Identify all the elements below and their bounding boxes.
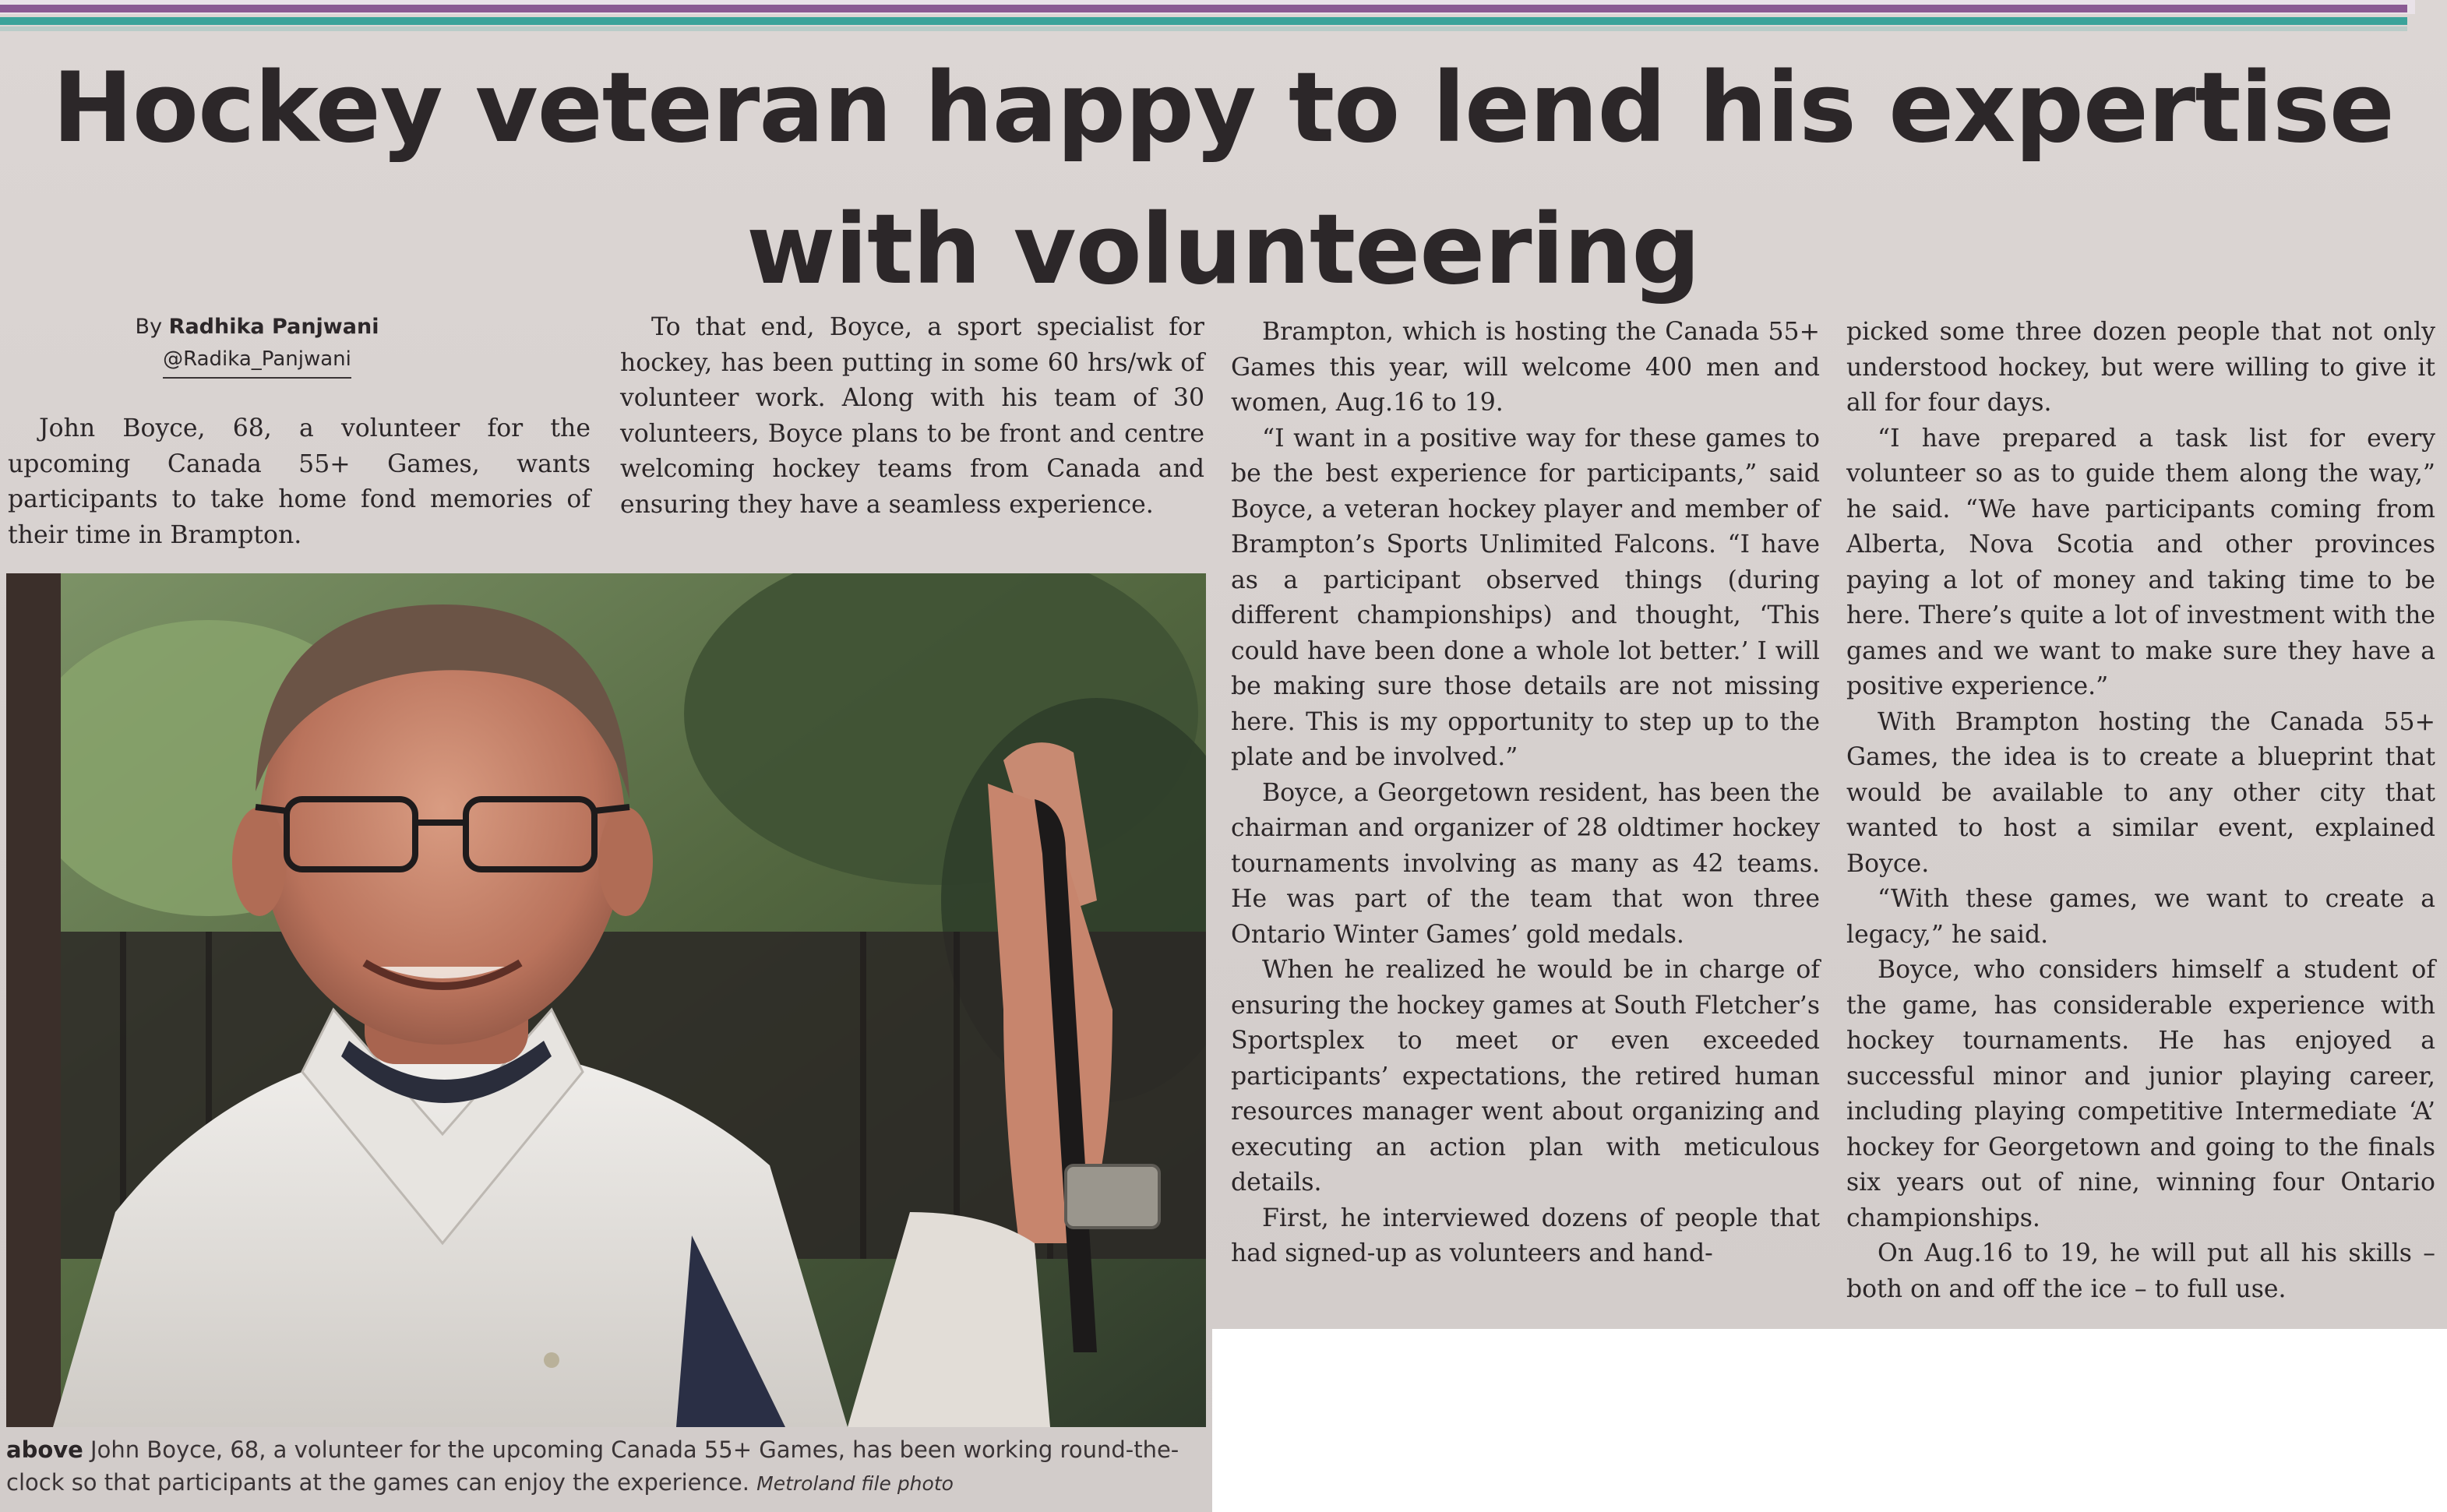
- byline-author-line: [93, 310, 421, 344]
- article-column-3: [1231, 315, 1820, 1272]
- caption-lead: above: [6, 1436, 83, 1463]
- caption-credit: Metroland file photo: [756, 1472, 954, 1495]
- article-column-2: [620, 310, 1204, 523]
- article-paragraph: When he realized he would be in charge of ensuring the hockey games at South Fletcher’s Sportsplex to meet or even exceeded participants’ expectations, the retired human resources manager went about organizing and executing an action plan with meticulous details.: [1231, 956, 1820, 1197]
- headline-line-1: Hockey veteran happy to lend his expertise: [52, 52, 2394, 164]
- article-paragraph: With Brampton hosting the Canada 55+ Games, the idea is to create a blueprint that would be available to any other city that wanted to host a similar event, explained Boyce.: [1846, 707, 2435, 878]
- caption-text: John Boyce, 68, a volunteer for the upcoming Canada 55+ Games, has been working round-the-clock so that participants at the games can enjoy the experience.: [6, 1436, 1179, 1496]
- teal-rule: [0, 17, 2407, 25]
- headline: [23, 37, 2423, 321]
- article-paragraph: Brampton, which is hosting the Canada 55+ Games this year, will welcome 400 men and women, Aug.16 to 19.: [1231, 318, 1820, 417]
- article-paragraph: “I have prepared a task list for every volunteer so as to guide them along the way,” he said. “We have participants coming from Alberta, Nova Scotia and other provinces paying a lot of money and taking time to be here. There’s quite a lot of investment with the games and we want to make sure they have a positive experience.”: [1846, 424, 2435, 700]
- byline-author: Radhika Panjwani: [168, 315, 379, 339]
- article-photo: [6, 573, 1206, 1427]
- article-paragraph: John Boyce, 68, a volunteer for the upcoming Canada 55+ Games, wants participants to take home fond memories of their time in Brampton.: [8, 414, 591, 549]
- byline-handle: @Radika_Panjwani: [163, 344, 351, 379]
- article-paragraph: On Aug.16 to 19, he will put all his skills – both on and off the ice – to full use.: [1846, 1239, 2435, 1303]
- byline: [93, 310, 421, 379]
- article-paragraph: To that end, Boyce, a sport specialist for hockey, has been putting in some 60 hrs/wk of volunteer work. Along with his team of 30 volunteers, Boyce plans to be front and centre welcoming hockey teams from Canada and ensuring they have a seamless experience.: [620, 313, 1204, 519]
- article-paragraph: picked some three dozen people that not only understood hockey, but were willing to give it all for four days.: [1846, 318, 2435, 417]
- article-column-4: [1846, 315, 2435, 1307]
- article-paragraph: “I want in a positive way for these games to be the best experience for participants,” said Boyce, a veteran hockey player and member of Brampton’s Sports Unlimited Falcons. “I have as a participant observed things (during different championships) and thought, ‘This could have been done a whole lot better.’ I will be making sure those details are not missing here. This is my opportunity to step up to the plate and be involved.”: [1231, 424, 1820, 771]
- purple-rule: [0, 5, 2407, 12]
- blank-area: [1212, 1329, 2447, 1512]
- article-paragraph: Boyce, a Georgetown resident, has been the chairman and organizer of 28 oldtimer hockey tournaments involving as many as 42 teams. He was part of the team that won three Ontario Winter Games’ gold medals.: [1231, 778, 1820, 949]
- article-paragraph: “With these games, we want to create a legacy,” he said.: [1846, 885, 2435, 949]
- headline-line-2: with volunteering: [746, 194, 1701, 306]
- article-column-1: [8, 411, 591, 553]
- article-paragraph: Boyce, who considers himself a student of the game, has considerable experience with hockey tournaments. He has enjoyed a successful minor and junior playing career, including playing competitive Intermediate ‘A’ hockey for Georgetown and going to the finals six years out of nine, winning four Ontario championships.: [1846, 956, 2435, 1232]
- byline-prefix: By: [135, 315, 163, 339]
- light-rule: [0, 26, 2407, 31]
- article-paragraph: First, he interviewed dozens of people that had signed-up as volunteers and hand-: [1231, 1204, 1820, 1267]
- photo-caption: [6, 1433, 1206, 1500]
